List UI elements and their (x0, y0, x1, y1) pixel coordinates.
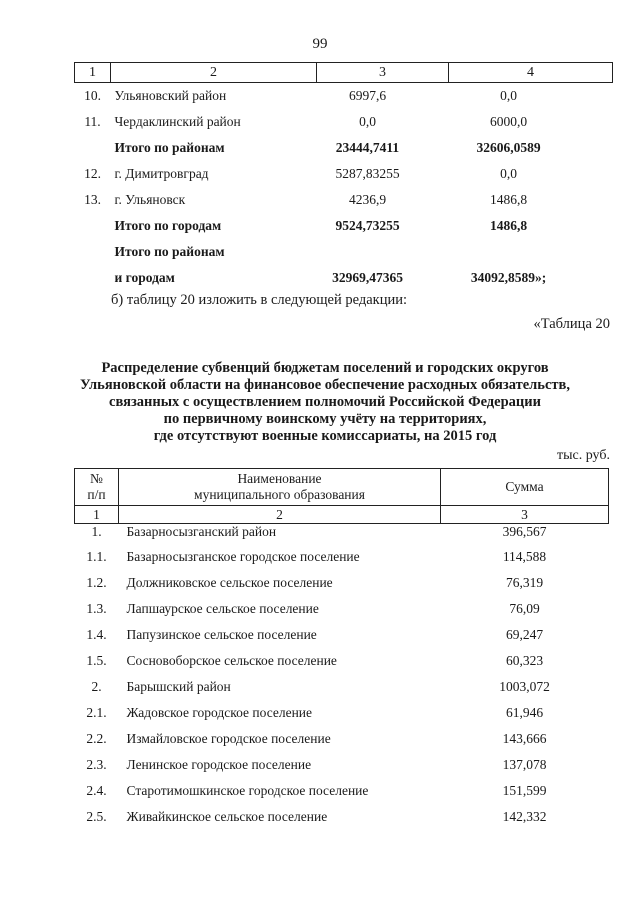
row-value-col4 (449, 239, 613, 265)
table-row (75, 213, 613, 239)
row-value-col4: 1486,8 (489, 192, 528, 207)
row-value-col3 (317, 239, 449, 265)
table-row (75, 544, 609, 570)
row-value-col3: 5287,83255 (335, 166, 400, 181)
row-name: Итого по районам (114, 140, 225, 155)
continuation-header-row (75, 63, 613, 83)
table-row (75, 265, 613, 291)
header-name-line2: муниципального образования (194, 487, 365, 502)
table-row (75, 161, 613, 187)
table-row (75, 648, 609, 674)
column-number-4: 4 (449, 63, 613, 83)
table-row (75, 726, 609, 752)
units-label: тыс. руб. (557, 448, 610, 463)
table-row (75, 239, 613, 265)
row-sum: 151,599 (502, 783, 547, 798)
row-name: Лапшаурское сельское поселение (126, 601, 319, 616)
numbering-2: 2 (119, 506, 441, 524)
row-value-col3: 9524,73255 (335, 218, 400, 233)
row-number: 1.4. (86, 627, 107, 642)
row-value-col3: 4236,9 (348, 192, 387, 207)
row-sum: 142,332 (502, 809, 547, 824)
row-name: Ульяновский район (114, 88, 227, 103)
heading-line: Распределение субвенций бюджетам поселений и городских округов (101, 360, 549, 376)
table-row (75, 596, 609, 622)
row-value-col4: 32606,0589 (476, 140, 541, 155)
row-name: Базарносызганский район (126, 524, 277, 539)
row-name: Измайловское городское поселение (126, 731, 331, 746)
header-number-line1: № (90, 471, 103, 486)
table-label: «Таблица 20 (533, 316, 610, 332)
row-sum: 61,946 (505, 705, 544, 720)
page-number: 99 (312, 36, 328, 52)
row-sum: 76,319 (505, 575, 544, 590)
header-sum: Сумма (441, 469, 609, 506)
row-number: 1. (91, 524, 102, 539)
row-name: Ленинское городское поселение (126, 757, 312, 772)
table-row (75, 109, 613, 135)
row-number: 1.2. (86, 575, 107, 590)
table-row (75, 524, 609, 545)
row-name: г. Димитровград (114, 166, 209, 181)
row-number: 2.3. (86, 757, 107, 772)
row-number: 2.5. (86, 809, 107, 824)
row-sum: 76,09 (509, 601, 540, 616)
heading-line: связанных с осуществлением полномочий Российской Федерации (109, 394, 541, 410)
heading-line: по первичному воинскому учёту на территориях, (163, 411, 487, 427)
table-row (75, 804, 609, 830)
row-number: 11. (84, 114, 101, 129)
row-name: Папузинское сельское поселение (126, 627, 317, 642)
table-row (75, 83, 613, 110)
row-name: Базарносызганское городское поселение (126, 549, 360, 564)
continuation-table (74, 62, 613, 291)
numbering-3: 3 (441, 506, 609, 524)
row-number: 1.1. (86, 549, 107, 564)
row-number (75, 239, 111, 265)
column-number-3: 3 (317, 63, 449, 83)
table-row (75, 700, 609, 726)
row-value-col4: 1486,8 (489, 218, 528, 233)
row-sum: 114,588 (502, 549, 547, 564)
row-number: 2.1. (86, 705, 107, 720)
heading-line: Ульяновской области на финансовое обеспечение расходных обязательств, (80, 377, 570, 393)
row-sum: 69,247 (505, 627, 544, 642)
row-sum: 137,078 (502, 757, 547, 772)
row-sum: 60,323 (505, 653, 544, 668)
row-sum: 143,666 (502, 731, 547, 746)
row-value-col3: 6997,6 (348, 88, 387, 103)
row-number: 12. (84, 166, 101, 181)
row-sum: 1003,072 (499, 679, 550, 694)
column-number-2: 2 (111, 63, 317, 83)
row-value-col3: 23444,7411 (335, 140, 400, 155)
row-number: 13. (84, 192, 101, 207)
row-value-col3: 0,0 (359, 114, 376, 129)
table-row (75, 674, 609, 700)
row-name: Старотимошкинское городское поселение (126, 783, 369, 798)
header-number (75, 469, 119, 506)
row-number (75, 213, 111, 239)
table-row (75, 778, 609, 804)
table-row (75, 135, 613, 161)
row-name: Живайкинское сельское поселение (126, 809, 328, 824)
row-number: 1.5. (86, 653, 107, 668)
row-value-col4: 0,0 (500, 88, 517, 103)
subvention-table (74, 468, 609, 830)
table-row (75, 570, 609, 596)
row-name: Сосновоборское сельское поселение (126, 653, 337, 668)
row-name: Итого по городам (114, 218, 222, 233)
numbering-1: 1 (75, 506, 119, 524)
main-numbering-row (75, 506, 609, 524)
row-number: 2.2. (86, 731, 107, 746)
row-number: 1.3. (86, 601, 107, 616)
row-value-col4: 6000,0 (489, 114, 528, 129)
row-number (75, 135, 111, 161)
row-name: Итого по районам (114, 244, 225, 259)
row-number: 2. (91, 679, 102, 694)
amendment-paragraph: б) таблицу 20 изложить в следующей редакции: (111, 292, 408, 308)
table-row (75, 187, 613, 213)
row-name: Чердаклинский район (114, 114, 241, 129)
row-name: и городам (114, 270, 175, 285)
row-value-col4: 34092,8589»; (470, 270, 547, 285)
table-heading (40, 360, 610, 445)
table-row (75, 752, 609, 778)
row-value-col3: 32969,47365 (332, 270, 403, 285)
heading-line: где отсутствуют военные комиссариаты, на 2015 год (153, 428, 497, 444)
header-name-line1: Наименование (237, 471, 322, 486)
row-number (75, 265, 111, 291)
table-row (75, 622, 609, 648)
row-name: г. Ульяновск (114, 192, 186, 207)
header-number-line2: п/п (87, 487, 106, 502)
row-name: Барышский район (126, 679, 231, 694)
row-number: 2.4. (86, 783, 107, 798)
row-name: Жадовское городское поселение (126, 705, 313, 720)
row-sum: 396,567 (502, 524, 547, 539)
row-value-col4: 0,0 (500, 166, 517, 181)
column-number-1: 1 (75, 63, 111, 83)
main-header-row (75, 469, 609, 506)
row-number: 10. (84, 88, 101, 103)
row-name: Должниковское сельское поселение (126, 575, 333, 590)
header-name (119, 469, 441, 506)
